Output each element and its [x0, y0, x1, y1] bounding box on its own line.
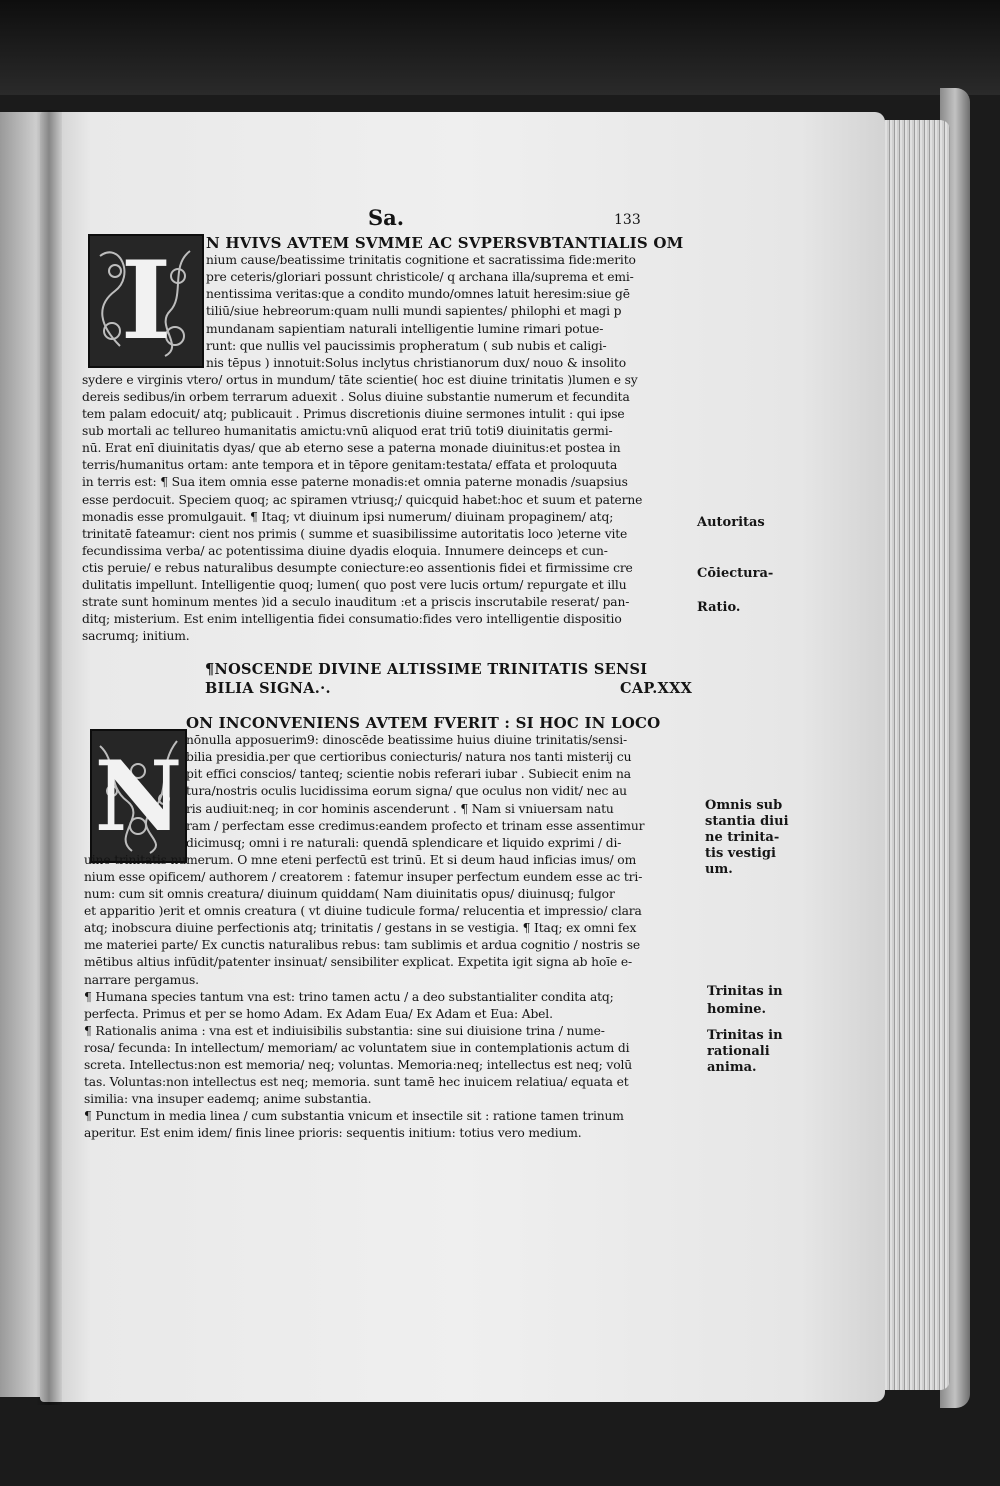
chapter-number: CAP.XXX: [620, 680, 693, 697]
text-line: ditq; misterium. Est enim intelligentia fidei consumatio:fides vero intelligentie dispositio: [82, 612, 622, 627]
text-line: tem palam edocuit/ atq; publicauit . Primus discretionis diuine sermones intulit : qui ipse: [82, 407, 625, 421]
text-line: narrare pergamus.: [84, 972, 199, 987]
margin-note-autoritas: Autoritas: [697, 515, 765, 530]
text-line: pit effici conscios/ tanteq; scientie nobis referari iubar . Subiecit enim na: [186, 767, 631, 782]
text-line: aperitur. Est enim idem/ finis linee prioris: sequentis initium: totius vero medium.: [84, 1126, 582, 1141]
text-line: fecundissima verba/ ac potentissima diuine dyadis eloquia. Innumere deinceps et cun-: [82, 543, 608, 558]
text-line: perfecta. Primus et per se homo Adam. Ex Adam Eua/ Ex Adam et Eua: Abel.: [84, 1006, 553, 1021]
text-line: monadis esse promulgauit. ¶ Itaq; vt diuinum ipsi numerum/ diuinam propaginem/ atq;: [82, 509, 614, 524]
text-line: dulitatis impellunt. Intelligentie quoq; lumen( quo post vere lucis ortum/ repurgate et illu: [82, 578, 627, 592]
text-line: num: cum sit omnis creatura/ diuinum quiddam( Nam diuinitatis opus/ diuinusq; fulgor: [84, 887, 615, 901]
text-line: tiliū/siue hebreorum:quam nulli mundi sapientes/ philophi et magi p: [206, 304, 622, 319]
decorated-initial-n: [90, 729, 187, 863]
text-line: ctis peruie/ e rebus naturalibus desumpte coniecture:eo assentionis fidei et firmissime cre: [82, 560, 633, 575]
margin-note-omnis-sub-5: um.: [705, 862, 733, 877]
text-line: nōnulla apposuerim9: dinoscēde beatissime huius diuine trinitatis/sensi-: [186, 733, 628, 748]
text-line: similia: vna insuper eademq; anime substantia.: [84, 1092, 372, 1107]
text-line: nium esse opificem/ authorem / creatorem : fatemur insuper perfectum eundem esse ac tri-: [84, 869, 643, 884]
text-line: et apparitio )erit et omnis creatura ( vt diuine tudicule forma/ relucentia et impressio/ clara: [84, 904, 642, 919]
margin-note-omnis-sub-1: Omnis sub: [705, 798, 783, 813]
text-line: in terris est: ¶ Sua item omnia esse paterne monadis:et omnia paterne monadis /suapsius: [82, 475, 628, 490]
margin-note-omnis-sub-3: ne trinita-: [705, 830, 780, 845]
text-line: mundanam sapientiam naturali intelligentie lumine rimari potue-: [206, 321, 604, 336]
chapter-heading-line-1: ¶NOSCENDE DIVINE ALTISSIME TRINITATIS SENSI: [205, 661, 648, 678]
margin-note-trinitas-anima-1: Trinitas in: [707, 1028, 783, 1043]
margin-note-trinitas-homine-1: Trinitas in: [707, 984, 783, 999]
text-line: ¶ Rationalis anima : vna est et indiuisibilis substantia: sine sui diuisione trina / nume-: [84, 1023, 605, 1038]
text-line: rosa/ fecunda: In intellectum/ memoriam/ ac voluntatem siue in contemplationis actum di: [84, 1040, 630, 1055]
initial-letter: I: [120, 238, 172, 364]
margin-note-trinitas-homine-2: homine.: [707, 1002, 767, 1017]
text-line: trinitatē fateamur: cient nos primis ( summe et suasibilissime autoritatis loco )eterne vite: [82, 526, 628, 541]
text-line: ram / perfectam esse credimus:eandem profecto et trinam esse assentimur: [186, 818, 645, 833]
margin-note-omnis-sub-4: tis vestigi: [705, 846, 776, 861]
text-line: nū. Erat enī diuinitatis dyas/ que ab eterno sese a paterna monade diuinitus:et postea in: [82, 441, 621, 456]
running-head: Sa.: [368, 205, 405, 230]
text-line: ¶ Punctum in media linea / cum substantia vnicum et insectile sit : ratione tamen trinum: [84, 1109, 624, 1124]
text-line: bilia presidia.per que certioribus coniecturis/ natura nos tanti misterij cu: [186, 750, 632, 765]
decorated-initial-i: [88, 234, 204, 368]
text-line: uine trinitatis numerum. O mne eteni perfectū est trinū. Et si deum haud inficias imus/ om: [84, 852, 637, 867]
text-line: dicimusq; omni i re naturali: quendā splendicare et liquido exprimi / di-: [186, 835, 622, 850]
text-line: strate sunt hominum mentes )id a seculo inauditum :et a priscis inscrutabile reserat/ pan-: [82, 595, 630, 610]
spine-shadow: [36, 110, 62, 1405]
text-line: screta. Intellectus:non est memoria/ neq; voluntas. Memoria:neq; intellectus est neq; volū: [84, 1058, 632, 1072]
text-line: nis tēpus ) innotuit:Solus inclytus christianorum dux/ nouo & insolito: [206, 355, 626, 370]
text-line: dereis sedibus/in orbem terrarum aduexit . Solus diuine substantie numerum et fecundita: [82, 389, 630, 404]
text-line: nium cause/beatissime trinitatis cognitione et sacratissima fide:merito: [206, 253, 636, 268]
margin-note-omnis-sub-2: stantia diui: [705, 814, 789, 829]
text-line: tura/nostris oculis lucidissima eorum signa/ que oculus non vidit/ nec au: [186, 784, 627, 799]
text-line: terris/humanitus ortam: ante tempora et in tēpore genitam:testata/ effata et proloquuta: [82, 458, 618, 473]
text-line: runt: que nullis vel paucissimis propheratum ( sub nubis et caligi-: [206, 338, 607, 353]
text-line: ris audiuit:neq; in cor hominis ascenderunt . ¶ Nam si vniuersam natu: [186, 801, 614, 816]
text-line: sub mortali ac tellureo humanitatis amictu:vnū aliquod erat triū toti9 diuinitatis germi-: [82, 424, 613, 439]
text-line: sydere e virginis vtero/ ortus in mundum/ tāte scientie( hoc est diuine trinitatis )lumen e sy: [82, 372, 638, 387]
text-line: tas. Voluntas:non intellectus est neq; memoria. sunt tamē hec inuicem relatiua/ equata et: [84, 1075, 629, 1090]
text-line: atq; inobscura diuine perfectionis atq; trinitatis / gestans in se vestigia. ¶ Itaq; ex omni fex: [84, 921, 637, 936]
margin-note-ratio: Ratio.: [697, 600, 741, 615]
dark-backdrop: [0, 0, 1000, 95]
text-line: nentissima veritas:que a condito mundo/omnes latuit heresim:siue gē: [206, 287, 630, 302]
text-line: pre ceteris/gloriari possunt christicole/ q archana illa/suprema et emi-: [206, 270, 634, 285]
initial-letter: N: [94, 739, 183, 853]
text-line: ON INCONVENIENS AVTEM FVERIT : SI HOC IN LOCO: [186, 716, 661, 730]
chapter-heading-line-2: BILIA SIGNA.·.: [205, 680, 331, 697]
margin-note-trinitas-anima-3: anima.: [707, 1060, 757, 1075]
margin-note-coniectura: Cōiectura-: [697, 566, 774, 581]
text-line: esse perdocuit. Speciem quoq; ac spiramen vtriusq;/ quicquid habet:hoc et suum et paterne: [82, 492, 643, 507]
margin-note-trinitas-anima-2: rationali: [707, 1044, 770, 1059]
text-line: me materiei parte/ Ex cunctis naturalibus rebus: tam sublimis et ardua cognitio / nostris se: [84, 938, 641, 953]
text-line: sacrumq; initium.: [82, 629, 190, 644]
folio-number: 133: [614, 212, 641, 228]
text-line: ¶ Humana species tantum vna est: trino tamen actu / a deo substantialiter condita atq;: [84, 989, 614, 1004]
text-line: N HVIVS AVTEM SVMME AC SVPERSVBTANTIALIS OM: [206, 236, 684, 250]
text-line: mētibus altius infūdit/patenter insinuat/ sensibiliter explicat. Expetita igit signa ab hoīe e-: [84, 955, 632, 970]
